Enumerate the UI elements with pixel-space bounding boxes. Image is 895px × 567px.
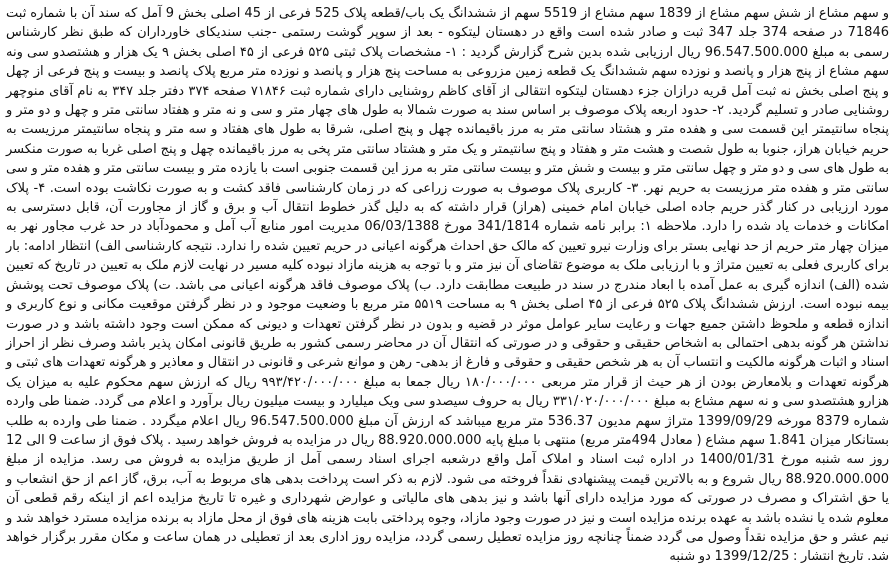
notice-body-text: و سهم مشاع از شش سهم مشاع از 1839 سهم مشاع از 5519 سهم از ششدانگ یک باب/قطعه پلاک 525 فرعی از 45 اصلی بخش 9 آمل که سند آن با شماره ثبت 71846 در صفحه 374 جلد 347 ثبت و صادر شده است واقع در دهستان لیتکوه - بعد از سوپر گوشت رستمی -جنب سندیکای خاورداران که طبق نظر کارشناس رسمی به مبلغ 96.547.500.000 ریال ارزیابی شده بدین شرح گزارش گردید : ۱- مشخصات پلاک ثبتی ۵۲۵ فرعی از ۴۵ اصلی بخش ۹ یک هزار و هشتصدو سی ونه سهم مشاع از پنج هزار و پانصد و نوزده سهم ششدانگ یک قطعه زمین مزروعی به مساحت پنج هزار و پانصد و نوزده متر مربع پلاک پانصد و بیست و پنج فرعی از چهل و پنج اصلی بخش نه ثبت آمل قریه درازان جزء دهستان لیتکوه انتقالی از آقای کاظم روشنایی دارای شماره ثبت ۷۱۸۴۶ صفحه ۳۷۴ دفتر جلد ۳۴۷ به نام آقای منوچهر روشنایی صادر و تسلیم گردید. ۲- حدود اربعه پلاک موصوف بر اساس سند به صورت شمالا به طول های چهار متر و سی و نه متر و هفتاد سانتی متر و چهل و دو متر و پنجاه سانتیمتر این قسمت سی و هفده متر و هشتاد سانتی متر به مرز باقیمانده چهل و پنج اصلی، شرقا به طول های هفتاد و سه متر و پنجاه سانتیمتر مرزیست به حریم خیابان هراز، جنوبا به طول شصت و هشت متر و هفتاد و پنج سانتیمتر و یک متر و هشتاد سانتی متر پخی به مرز باقیمانده چهل و پنج اصلی غربا به صورت منکسر به طول های سی و دو متر و چهل سانتی متر و بیست و شش متر و بیست سانتی متر به مرز این قسمت جنوبی است با یازده متر و بیست سانتی متر و هفده متر و سی سانتی متر و هفده متر مرزیست به حریم نهر. ۳- کاربری پلاک موصوف به صورت زراعی که در زمان کارشناسی فاقد کشت و به صورت نکاشت بوده است. ۴- پلاک مورد ارزیابی در کنار گذر حریم جاده اصلی خیابان امام خمینی (هراز) قرار داشته که به دلیل گذر خطوط انتقال آب و برق و گاز از مجاورت آن، قابل دسترسی به امکانات و خدمات یاد شده را دارد. ملاحظه ۱: برابر نامه شماره 341/1814 مورخ 06/03/1388 مدیریت امور منابع آب آمل و محمودآباد در حد غرب مجاور نهر به میزان چهار متر حریم از حد نهایی بستر برای وزارت نیرو تعیین که مالک حق احداث هرگونه اعیانی در حریم تعیین شده را ندارد. نتیجه کارشناسی الف) انتظار ادامه: بار برای کاربری فعلی به تعیین متراژ و با ارزیابی ملک به موضوع تقاضای آن نیز متر و با توجه به هزینه مازاد نبوده کلیه مسیر در نهایت لازم ملک به تعیین در تاریخ که تعیین شده (الف) اندازه گیری به عمل آمده با ابعاد مندرج در سند در طبیعت مطابقت دارد. ب) پلاک موصوف فاقد هرگونه اعیانی می باشد. ت) پلاک موصوف تحت پوشش بیمه نبوده است. ارزش ششدانگ پلاک ۵۲۵ فرعی از ۴۵ اصلی بخش ۹ به مساحت ۵۵۱۹ متر مربع با وضعیت موجود و در نظر گرفتن موقعیت مکانی و نوع کاربری و اندازه قطعه و ملحوظ داشتن جمیع جهات و رعایت سایر عوامل موثر در قضیه و بدون در نظر گرفتن تعهدات و دیونی که ممکن است وجود داشته باشد و در صورت نداشتن هر گونه بدهی احتمالی به اشخاص حقیقی و حقوقی و در صورتی که انتقال آن در محاضر رسمی کشور به طریق قانونی امکان پذیر باشد وصرف نظر از احراز اسناد و اثبات هرگونه مالکیت و انتساب آن به هر شخص حقیقی و حقوقی و فارغ از بدهی- رهن و موانع شرعی و قانونی در انتقال و معاذیر و هرگونه تعهدات های ثبتی و هرگونه تعهدات و بلامعارض بودن از هر حیث از قرار متر مربعی ۱۸۰/۰۰۰/۰۰۰ ریال جمعا به مبلغ ۹۹۳/۴۲۰/۰۰۰/۰۰۰ ریال که ارزش سهم محکوم علیه به میزان یک هزارو هشتصدو سی و نه سهم مشاع به مبلغ ۳۳۱/۰۲۰/۰۰۰/۰۰۰ ریال به حروف سیصدو سی ویک میلیارد و بیست میلیون ریال برآورد و اعلام می گردد. ضمنا طی وارده شماره 8379 مورخه 1399/09/29 متراژ سهم مدیون 536.37 متر مربع میباشد که ارزش آن مبلغ 96.547.500.000 ریال اعلام میگردد . ضمنا طی وارده به طلب بستانکار میزان 1.841 سهم مشاع ( معادل 494متر مربع) منتهی با مبلغ پایه 88.920.000.000 ریال در مزایده به فروش خواهد رسید . پلاک فوق از ساعت 9 الی 12 روز سه شنبه مورخ 1400/01/31 در اداره ثبت اسناد و املاک آمل واقع درشعبه اجرای اسناد رسمی آمل از طریق مزایده به فروش می رسد. مزایده از مبلغ 88.920.000.000 ریال شروع و به بالاترین قیمت پیشنهادی نقداً فروخته می شود. لازم به ذکر است پرداخت بدهی های مربوط به آب، برق، گاز اعم از حق انشعاب و یا حق اشتراک و مصرف در صورتی که مورد مزایده دارای آنها باشد و نیز بدهی های مالیاتی و عوارض شهرداری و غیره تا تاریخ مزایده اعم از اینکه رقم قطعی آن معلوم شده یا نشده باشد به عهده برنده مزایده است و نیز در صورت وجود مازاد، وجوه پرداختی بابت هزینه های فوق از محل مازاد به برنده مزایده مسترد خواهد شد و نیم عشر و حق مزایده نقداً وصول می گردد ضمناً چنانچه روز مزایده تعطیل رسمی گردد، مزایده روز اداری بعد از تعطیلی در همان ساعت و مکان مقرر برگزار خواهد شد. تاریخ انتشار : 1399/12/25 دو شنبه xyxy=(6,6,889,565)
